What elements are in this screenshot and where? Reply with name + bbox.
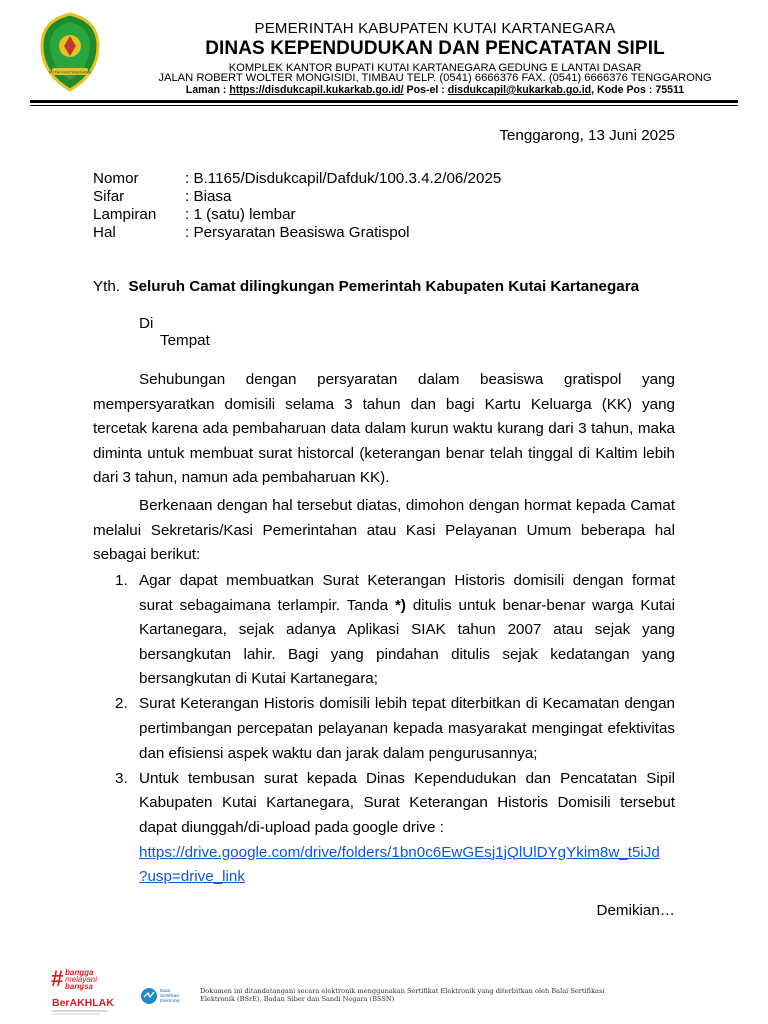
letterhead-government: PEMERINTAH KABUPATEN KUTAI KARTANEGARA [254,20,616,37]
svg-text:KUTAI KARTANEGARA: KUTAI KARTANEGARA [48,69,92,75]
svg-text:Elektronik: Elektronik [160,998,180,1003]
recipient-prefix: Yth. [93,278,121,295]
svg-text:bangsa: bangsa [65,982,94,991]
letterhead-address-1: KOMPLEK KANTOR BUPATI KUTAI KARTANEGARA GEDUNG E LANTAI DASAR [228,62,642,74]
laman-label: Laman : [185,84,230,96]
svg-text:Balai: Balai [160,988,171,993]
bsre-logo-icon [140,985,190,1007]
recipient-line [93,278,639,296]
bangga-melayani-bangsa-logo-icon [48,966,124,1020]
closing-text: Demikian… [596,902,675,919]
kutai-kartanegara-emblem-icon [38,12,102,92]
list-item [93,569,675,692]
request-list [93,569,675,890]
list-item [93,692,675,766]
email-link[interactable]: disdukcapil@kukarkab.go.id [447,84,592,96]
meta-key-nomor: Nomor [93,170,139,187]
google-drive-link[interactable]: https://drive.google.com/drive/folders/1bn0c6EwGEsj1jQlUlDYgYkim8w_t5iJd [139,843,660,861]
google-drive-link-suffix[interactable]: ?usp=drive_link [139,868,245,886]
recipient-tempat: Tempat [160,332,210,349]
letterhead-address-2: JALAN ROBERT WOLTER MONGISIDI, TIMBAU TELP. (0541) 6666376 FAX. (0541) 6666376 TENGGARONG [158,72,712,84]
letterhead-agency: DINAS KEPENDUDUKAN DAN PENCATATAN SIPIL [205,38,665,59]
list-item-text: ditulis untuk benar-benar warga Kutai Kartanegara, sejak adanya Aplikasi SIAK tahun 2007 atau sejak yang bersangkutan lahir. Bagi yang pindahan ditulis sejak kedatangan yang bersangkutan di Kutai Kartanegara; [139,596,675,688]
list-item-number: 2. [115,695,128,713]
website-link[interactable]: https://disdukcapil.kukarkab.go.id/ [229,84,404,96]
list-item-mark: *) [394,596,406,614]
svg-text:bangga: bangga [65,968,94,977]
letterhead-contact [110,84,760,96]
meta-key-sifat: Sifar [93,188,125,205]
meta-key-lampiran: Lampiran [93,206,157,223]
svg-text:Sertifikasi: Sertifikasi [160,993,180,998]
list-item-text: Surat Keterangan Historis domisili lebih tepat diterbitkan di Kecamatan dengan pertimbangan percepatan pelayanan kepada masyarakat mengingat efektivitas dan efisiensi aspek waktu dan jarak dalam pengurusannya; [139,695,675,762]
letterhead-rule-thin [30,105,738,106]
meta-value-sifat: : Biasa [185,188,232,205]
meta-key-hal: Hal [93,224,116,241]
svg-text:melayani: melayani [65,975,98,984]
svg-text:#: # [51,966,64,991]
electronic-signature-notice: Dokumen ini ditandatangani secara elektronik menggunakan Sertifikat Elektronik yang diterbitkan oleh Balai Sertifikasi Elektronik (BSrE), Badan Siber dan Sandi Negara (BSSN) [200,987,605,1004]
list-item [93,767,675,890]
letterhead-rule-thick [30,100,738,103]
letter-body [93,368,675,568]
letter-date: Tenggarong, 13 Juni 2025 [499,127,675,144]
list-item-text: Agar dapat membuatkan Surat Keterangan Historis domisili dengan format surat sebagaimana terlampir. Tanda [139,572,675,614]
list-item-number: 1. [115,572,128,589]
posel-label: Pos-el : [403,84,448,96]
meta-value-nomor: : B.1165/Disdukcapil/Dafduk/100.3.4.2/06/2025 [185,170,502,187]
svg-text:BerAKHLAK: BerAKHLAK [52,997,114,1009]
meta-value-hal: : Persyaratan Beasiswa Gratispol [185,224,410,241]
postal-code: , Kode Pos : 75511 [591,84,685,96]
list-item-number: 3. [115,769,128,787]
meta-value-lampiran: : 1 (satu) lembar [185,206,296,223]
list-item-text: Untuk tembusan surat kepada Dinas Kependudukan dan Pencatatan Sipil Kabupaten Kutai Kartanegara, Surat Keterangan Historis Domisili tersebut dapat diunggah/di-upload pada google drive : [139,769,675,836]
paragraph-2: Berkenaan dengan hal tersebut diatas, dimohon dengan hormat kepada Camat melalui Sekretaris/Kasi Pemerintahan atau Kasi Pelayanan Umum beberapa hal sebagai berikut: [93,496,675,564]
paragraph-1: Sehubungan dengan persyaratan dalam beasiswa gratispol yang mempersyaratkan domisili selama 3 tahun dan bagi Kartu Keluarga (KK) yang tercetak karena ada pembaharuan data dalam kurun waktu kurang dari 3 tahun, maka diminta untuk membuat surat historcal (keterangan benar telah tinggal di Kaltim lebih dari 3 tahun, namun ada pembaharuan KK). [93,371,675,487]
recipient-di: Di [139,315,154,332]
recipient-name: Seluruh Camat dilingkungan Pemerintah Kabupaten Kutai Kartanegara [128,278,640,295]
